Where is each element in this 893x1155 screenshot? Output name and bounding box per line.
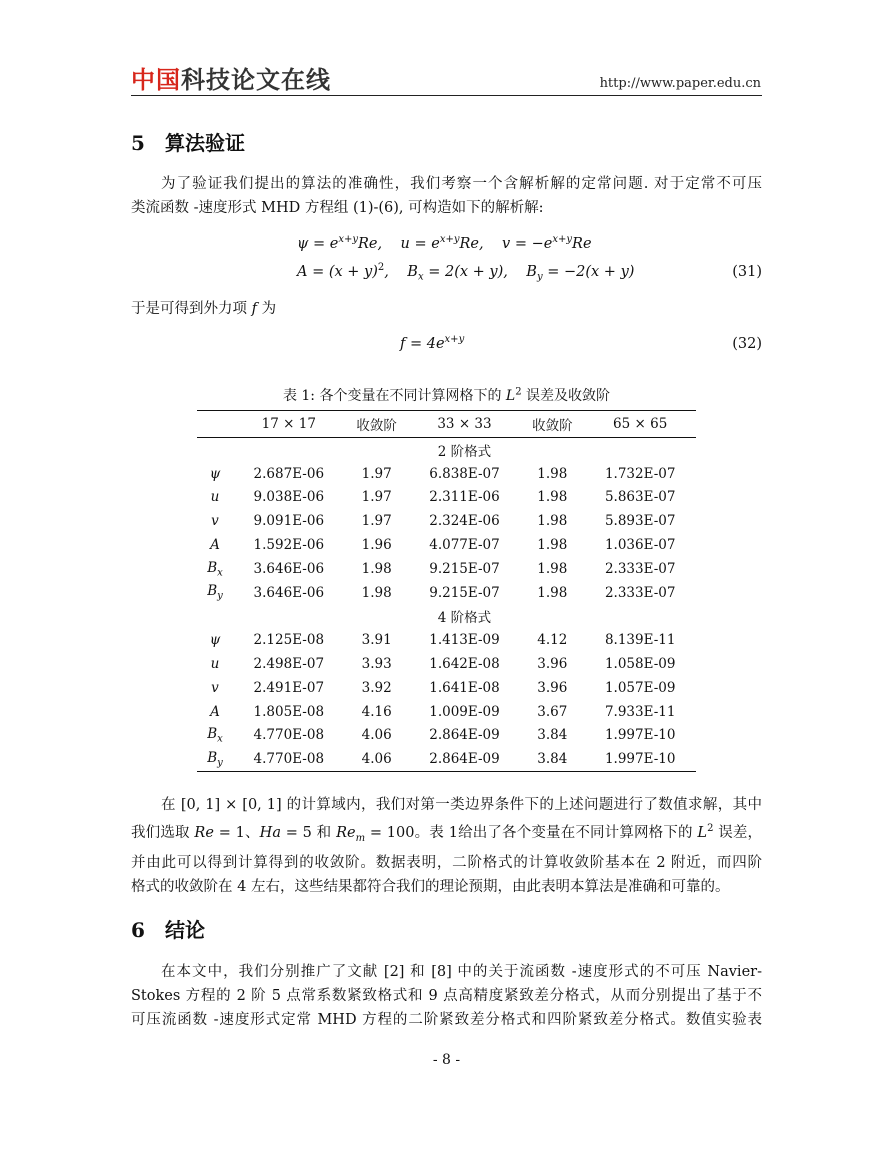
table-group-row bbox=[197, 438, 696, 462]
table-cell: 3.646E-06 bbox=[253, 560, 325, 577]
site-url[interactable]: http://www.paper.edu.cn bbox=[599, 76, 761, 91]
table-cell: 7.933E-11 bbox=[604, 703, 676, 720]
equation-31-line-2: $A = (x + y)^2$, $B_x = 2(x + y)$, $B_y = -2(x + y)$ bbox=[297, 262, 635, 283]
table-cell: 8.139E-11 bbox=[604, 632, 676, 649]
intro-line: 类流函数 -速度形式 MHD 方程组 (1)-(6), 可构造如下的解析解: bbox=[131, 200, 544, 216]
site-logo[interactable] bbox=[131, 66, 331, 94]
table-header-cell: 33 × 33 bbox=[409, 411, 521, 438]
table-group-row bbox=[197, 605, 696, 629]
force-text bbox=[131, 297, 762, 321]
force-text-line: 于是可得到外力项 f 为 bbox=[131, 301, 277, 317]
table-cell: 4.077E-07 bbox=[429, 537, 500, 554]
table-cell: 1.036E-07 bbox=[604, 537, 676, 554]
section-5-intro bbox=[131, 172, 762, 220]
table-cell: 9.215E-07 bbox=[429, 560, 500, 577]
table-cell: 6.838E-07 bbox=[429, 465, 500, 482]
table-cell: 1.98 bbox=[537, 465, 568, 482]
table-cell: 4.06 bbox=[345, 747, 409, 771]
table-cell: 4.770E-08 bbox=[233, 747, 345, 771]
table-group-label: 4 阶格式 bbox=[437, 610, 492, 627]
table-cell: 1.97 bbox=[361, 489, 392, 506]
table-cell: 1.641E-08 bbox=[429, 679, 500, 696]
section-6-paragraph bbox=[131, 960, 762, 1032]
table-cell: 9.091E-06 bbox=[253, 513, 325, 530]
table-cell: 1.96 bbox=[361, 537, 392, 554]
table-cell: 3.96 bbox=[537, 679, 568, 696]
table-cell: 1.98 bbox=[537, 513, 568, 530]
table-cell: 1.997E-10 bbox=[584, 747, 696, 771]
table-cell: 5.863E-07 bbox=[604, 489, 676, 506]
table-cell: 1.642E-08 bbox=[429, 656, 500, 673]
table-cell: 2.864E-09 bbox=[429, 727, 500, 744]
table-cell: 1.98 bbox=[537, 584, 568, 601]
header-divider bbox=[131, 95, 762, 96]
table-cell: 2.324E-06 bbox=[429, 513, 500, 530]
table-cell: 2.687E-06 bbox=[253, 465, 325, 482]
table-cell: 1.009E-09 bbox=[429, 703, 500, 720]
table-cell: 2.333E-07 bbox=[604, 584, 676, 601]
table-var-cell: $B_x$ bbox=[207, 726, 223, 745]
intro-line: 为了验证我们提出的算法的准确性，我们考察一个含解析解的定常问题. 对于定常不可压 bbox=[161, 176, 762, 192]
table-cell bbox=[197, 438, 233, 462]
section-5-number: 5 bbox=[131, 131, 145, 155]
results-line: 格式的收敛阶在 4 左右，这些结果都符合我们的理论预期，由此表明本算法是准确和可靠的。 bbox=[131, 878, 730, 895]
table-cell: 3.646E-06 bbox=[253, 584, 325, 601]
results-line: 并由此可以得到计算得到的收敛阶。数据表明，二阶格式的计算收敛阶基本在 2 附近，而四阶 bbox=[131, 854, 762, 871]
table-cell: 1.057E-09 bbox=[604, 679, 676, 696]
table-cell: 1.97 bbox=[361, 513, 392, 530]
table-caption: 表 1: 各个变量在不同计算网格下的 $L^2$ 误差及收敛阶 bbox=[282, 386, 611, 404]
error-table bbox=[197, 410, 696, 772]
table-var-cell: ψ bbox=[209, 465, 221, 482]
table-cell: 2.333E-07 bbox=[604, 560, 676, 577]
logo-dark-text: 科技论文在线 bbox=[181, 66, 331, 94]
section-6-number: 6 bbox=[131, 918, 145, 942]
table-cell: 1.98 bbox=[537, 537, 568, 554]
equation-32-number: (32) bbox=[732, 336, 762, 352]
table-var-cell: v bbox=[211, 679, 219, 696]
table-cell: 2.864E-09 bbox=[409, 747, 521, 771]
table-header-row bbox=[197, 411, 696, 438]
table-cell: 2.491E-07 bbox=[253, 679, 325, 696]
table-cell: 1.413E-09 bbox=[429, 632, 500, 649]
table-var-cell: A bbox=[210, 703, 220, 720]
table-cell: 4.06 bbox=[361, 727, 392, 744]
table-var-cell: $B_y$ bbox=[207, 583, 223, 603]
conclusion-line: 可压流函数 -速度形式定常 MHD 方程的二阶紧致差分格式和四阶紧致差分格式。数值实验表 bbox=[131, 1012, 762, 1028]
table-cell: 1.98 bbox=[537, 560, 568, 577]
section-6-heading bbox=[131, 917, 205, 943]
table-cell: 1.997E-10 bbox=[604, 727, 676, 744]
table-header-cell: 收敛阶 bbox=[345, 411, 409, 438]
table-header-cell: 65 × 65 bbox=[584, 411, 696, 438]
table-cell: 2.498E-07 bbox=[253, 656, 325, 673]
table-cell: 1.592E-06 bbox=[253, 537, 325, 554]
table-cell: 3.84 bbox=[520, 747, 584, 771]
table-cell: 1.98 bbox=[361, 560, 392, 577]
table-cell: 9.038E-06 bbox=[253, 489, 325, 506]
table-row bbox=[197, 628, 696, 652]
conclusion-line: 在本文中，我们分别推广了文献 [2] 和 [8] 中的关于流函数 -速度形式的不可压 Navier- bbox=[161, 964, 762, 980]
table-cell: 9.215E-07 bbox=[429, 584, 500, 601]
table-cell: 1.732E-07 bbox=[604, 465, 676, 482]
section-5-heading bbox=[131, 130, 245, 156]
section-6-title: 结论 bbox=[165, 918, 205, 942]
table-cell: 3.93 bbox=[361, 656, 392, 673]
table-cell: 3.84 bbox=[537, 727, 568, 744]
results-paragraph bbox=[131, 793, 762, 899]
table-row bbox=[197, 581, 696, 605]
table-row bbox=[197, 462, 696, 486]
table-var-cell: u bbox=[210, 489, 220, 506]
table-row bbox=[197, 652, 696, 676]
table-cell bbox=[197, 605, 233, 629]
table-cell: 3.67 bbox=[537, 703, 568, 720]
table-cell: 5.893E-07 bbox=[604, 513, 676, 530]
equation-31-number: (31) bbox=[732, 264, 762, 280]
page-number: - 8 - bbox=[432, 1052, 461, 1068]
table-header-cell: 17 × 17 bbox=[233, 411, 345, 438]
table-row bbox=[197, 724, 696, 748]
table-cell: 1.98 bbox=[361, 584, 392, 601]
table-cell: 1.97 bbox=[361, 465, 392, 482]
table-body bbox=[197, 438, 696, 772]
table-cell: 3.96 bbox=[537, 656, 568, 673]
table-cell: 2.125E-08 bbox=[253, 632, 325, 649]
results-line: 在 [0, 1] × [0, 1] 的计算域内，我们对第一类边界条件下的上述问题进行了数值求解，其中 bbox=[161, 797, 762, 813]
table-header-cell: 收敛阶 bbox=[520, 411, 584, 438]
table-row bbox=[197, 509, 696, 533]
table-cell: 4.16 bbox=[361, 703, 392, 720]
table-row bbox=[197, 676, 696, 700]
table-var-cell: $B_y$ bbox=[197, 747, 233, 771]
table-var-cell: A bbox=[210, 537, 220, 554]
table-cell: 1.805E-08 bbox=[253, 703, 325, 720]
table-group-label: 2 阶格式 bbox=[437, 443, 492, 460]
table-header-cell bbox=[197, 411, 233, 438]
table-var-cell: $B_x$ bbox=[207, 559, 223, 579]
equation-31-line-1: $\psi = e^{x+y}Re$, $u = e^{x+y}Re$, $v = -e^{x+y}Re$ bbox=[297, 234, 592, 252]
table-cell: 3.92 bbox=[361, 679, 392, 696]
section-5-title: 算法验证 bbox=[165, 131, 245, 155]
table-var-cell: ψ bbox=[209, 632, 221, 649]
results-line: 我们选取 Re = 1、Ha = 5 和 $Re_m = 100$。表 1给出了各个变量在不同计算网格下的 $L^2$ 误差， bbox=[131, 823, 763, 844]
table-var-cell: u bbox=[210, 656, 220, 673]
table-var-cell: v bbox=[211, 513, 219, 530]
logo-red-text: 中国 bbox=[131, 66, 181, 94]
table-row bbox=[197, 533, 696, 557]
table-row bbox=[197, 747, 696, 771]
table-cell: 1.98 bbox=[537, 489, 568, 506]
table-row bbox=[197, 486, 696, 510]
table-cell: 4.770E-08 bbox=[253, 727, 325, 744]
table-cell: 1.058E-09 bbox=[604, 656, 676, 673]
table-row bbox=[197, 557, 696, 581]
conclusion-line: Stokes 方程的 2 阶 5 点常系数紧致格式和 9 点高精度紧致差分格式，从而分别提出了基于不 bbox=[131, 988, 762, 1004]
table-cell: 4.12 bbox=[537, 632, 568, 649]
table-cell: 3.91 bbox=[361, 632, 392, 649]
equation-32: $f = 4e^{x+y}$ bbox=[400, 334, 465, 352]
table-row bbox=[197, 700, 696, 724]
table-cell: 2.311E-06 bbox=[429, 489, 500, 506]
